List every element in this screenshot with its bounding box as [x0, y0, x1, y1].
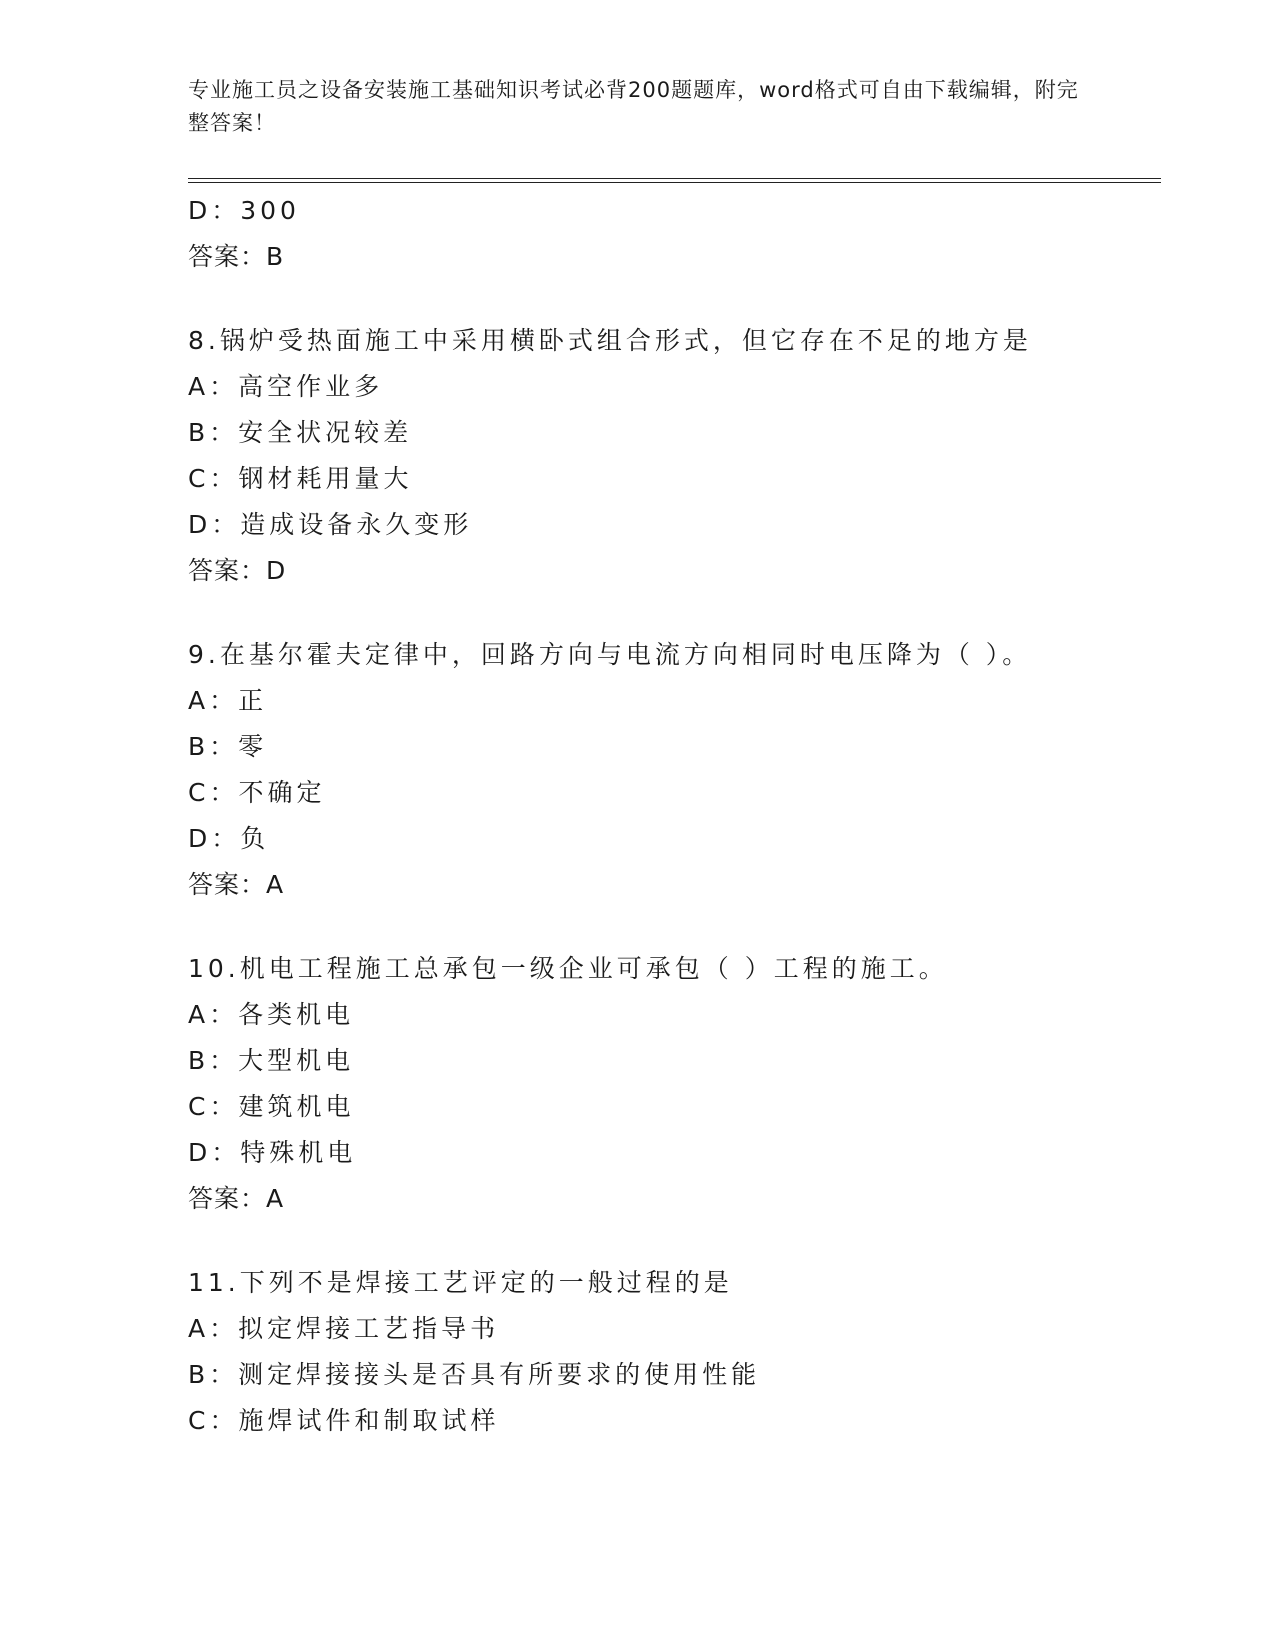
option-a: A：拟定焊接工艺指导书 [188, 1314, 500, 1343]
question-text: 9.在基尔霍夫定律中，回路方向与电流方向相同时电压降为（ ）。 [188, 640, 1032, 669]
option-d: D：特殊机电 [188, 1138, 357, 1167]
option-b: B：测定焊接接头是否具有所要求的使用性能 [188, 1360, 761, 1389]
question-block-8 [188, 318, 1148, 594]
option-a: A：各类机电 [188, 1000, 355, 1029]
question-block-11 [188, 1260, 1148, 1444]
answer-line: 答案：D [188, 556, 287, 585]
header-divider [188, 178, 1161, 183]
answer-line: 答案：A [188, 870, 285, 899]
option-b: B：安全状况较差 [188, 418, 413, 447]
option-c: C：施焊试件和制取试样 [188, 1406, 500, 1435]
option-d: D：300 [188, 196, 300, 225]
question-text: 11.下列不是焊接工艺评定的一般过程的是 [188, 1268, 733, 1297]
option-a: A：正 [188, 686, 268, 715]
option-d: D：造成设备永久变形 [188, 510, 473, 539]
option-c: C：建筑机电 [188, 1092, 355, 1121]
option-a: A：高空作业多 [188, 372, 384, 401]
page-header: 专业施工员之设备安装施工基础知识考试必背200题题库，word格式可自由下载编辑，附完整答案！ [188, 78, 1079, 135]
answer-line: 答案：A [188, 1184, 285, 1213]
question-block-10 [188, 946, 1148, 1222]
question-text: 8.锅炉受热面施工中采用横卧式组合形式，但它存在不足的地方是 [188, 326, 1032, 355]
option-d: D：负 [188, 824, 270, 853]
question-text: 10.机电工程施工总承包一级企业可承包（ ）工程的施工。 [188, 954, 948, 983]
option-b: B：零 [188, 732, 268, 761]
question-list [188, 188, 1148, 1444]
option-b: B：大型机电 [188, 1046, 355, 1075]
question-block-9 [188, 632, 1148, 908]
answer-line: 答案：B [188, 242, 285, 271]
option-c: C：钢材耗用量大 [188, 464, 413, 493]
option-c: C：不确定 [188, 778, 326, 807]
question-block-7 [188, 188, 1148, 280]
